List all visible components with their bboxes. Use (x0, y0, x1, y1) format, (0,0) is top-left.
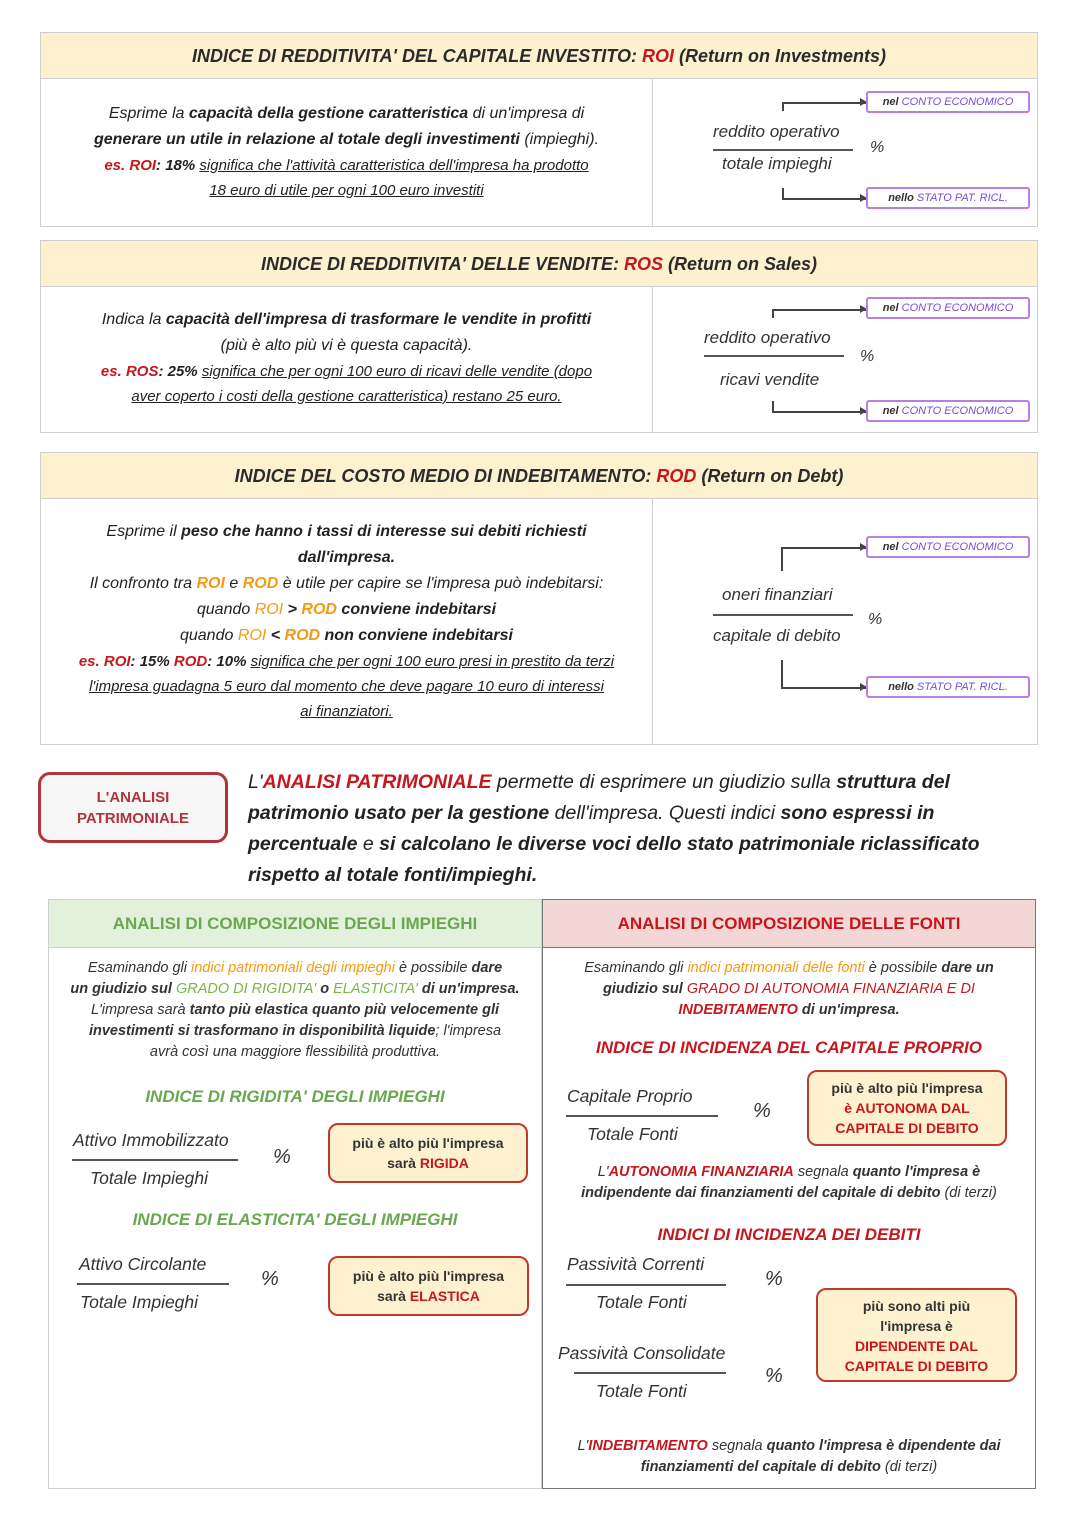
roi-header (41, 33, 1037, 79)
ros-example: es. ROS: 25% significa che per ogni 100 euro di ricavi delle vendite (dopo aver coperto i costi della gestione caratteristica) restano 25 euro. (100, 363, 593, 405)
capitale-proprio-fraction-line (566, 1115, 718, 1117)
passivita-correnti-percent: % (765, 1268, 783, 1290)
rod-description: Esprime il peso che hanno i tassi di interesse sui debiti richiesti dall'impresa. Il confronto tra ROI e ROD è utile per capire se l'impresa può indebitarsi: quando ROI > ROD conviene indebitarsi quando ROI < ROD non conviene indebitarsi (89, 523, 604, 644)
rigidita-numerator: Attivo Immobilizzato (73, 1130, 229, 1150)
passivita-correnti-numerator: Passività Correnti (567, 1254, 705, 1274)
ros-denominator: ricavi vendite (720, 370, 820, 389)
roi-tag-stato-pat: nello STATO PAT. RICL. (866, 187, 1030, 209)
roi-fraction-line (713, 149, 853, 151)
analisi-patrimoniale-label: L'ANALISI PATRIMONIALE (38, 772, 228, 843)
fonti-title: ANALISI DI COMPOSIZIONE DELLE FONTI (543, 900, 1035, 948)
rigidita-percent: % (273, 1146, 291, 1168)
analisi-patrimoniale-paragraph: L'ANALISI PATRIMONIALE permette di esprimere un giudizio sulla struttura del patrimonio usato per la gestione dell'impresa. Questi indici sono espressi in percentuale e si calcolano le diverse voci dello stato patrimoniale riclassificato rispetto al totale fonti/impieghi. (248, 771, 980, 886)
roi-acronym: ROI (641, 46, 674, 66)
rod-connector (781, 660, 783, 688)
roi-arrow-top (782, 102, 866, 104)
ros-acronym: ROS (623, 254, 663, 274)
roi-title-en: (Return on Investments) (673, 46, 887, 66)
elasticita-denominator: Totale Impieghi (80, 1292, 199, 1312)
rod-arrow-bottom (781, 687, 866, 689)
fonti-intro: Esaminando gli indici patrimoniali delle fonti è possibile dare un giudizio sul GRADO DI AUTONOMIA FINANZIARIA E DI INDEBITAMENTO di un'impresa. (584, 960, 994, 1018)
debiti-note: più sono alti più l'impresa è DIPENDENTE DAL CAPITALE DI DEBITO (816, 1288, 1017, 1382)
passivita-consolidate-percent: % (765, 1365, 783, 1387)
elasticita-title: INDICE DI ELASTICITA' DEGLI IMPIEGHI (132, 1210, 458, 1229)
rod-example: es. ROI: 15% ROD: 10% significa che per ogni 100 euro presi in prestito da terzi l'impresa guadagna 5 euro dal momento che deve pagare 10 euro di interessi ai finanziatori. (78, 653, 615, 720)
rod-tag-conto-economico: nel CONTO ECONOMICO (866, 536, 1030, 558)
rod-description-cell (41, 499, 653, 744)
roi-denominator: totale impieghi (722, 154, 832, 173)
rigidita-fraction-line (72, 1159, 238, 1161)
elasticita-numerator: Attivo Circolante (79, 1254, 207, 1274)
passivita-consolidate-fraction-line (574, 1372, 726, 1374)
rigidita-denominator: Totale Impieghi (90, 1168, 209, 1188)
autonomia-note: L'AUTONOMIA FINANZIARIA segnala quanto l'impresa è indipendente dai finanziamenti del capitale di debito (di terzi) (581, 1164, 997, 1201)
capitale-proprio-note: più è alto più l'impresa è AUTONOMA DAL CAPITALE DI DEBITO (807, 1070, 1007, 1146)
roi-example: es. ROI: 18% significa che l'attività caratteristica dell'impresa ha prodotto 18 euro di utile per ogni 100 euro investiti (104, 157, 589, 199)
passivita-correnti-denominator: Totale Fonti (596, 1292, 687, 1312)
rigidita-title: INDICE DI RIGIDITA' DEGLI IMPIEGHI (145, 1087, 445, 1106)
rod-title: INDICE DEL COSTO MEDIO DI INDEBITAMENTO: (234, 466, 657, 486)
debiti-title: INDICI DI INCIDENZA DEI DEBITI (657, 1225, 921, 1244)
elasticita-note: più è alto più l'impresa sarà ELASTICA (328, 1256, 529, 1316)
ros-title-en: (Return on Sales) (662, 254, 817, 274)
passivita-consolidate-numerator: Passività Consolidate (558, 1343, 726, 1363)
capitale-proprio-denominator: Totale Fonti (587, 1124, 678, 1144)
ros-fraction-line (704, 355, 844, 357)
rod-section (40, 452, 1038, 745)
rod-fraction-line (713, 614, 853, 616)
roi-numerator: reddito operativo (713, 122, 840, 141)
roi-description-cell (41, 79, 653, 226)
ros-arrow-bottom (772, 411, 866, 413)
rod-connector (781, 547, 783, 571)
ros-numerator: reddito operativo (704, 328, 831, 347)
capitale-proprio-title: INDICE DI INCIDENZA DEL CAPITALE PROPRIO (596, 1038, 982, 1057)
rod-acronym: ROD (656, 466, 697, 486)
rod-header (41, 453, 1037, 499)
rod-percent: % (868, 611, 883, 628)
rigidita-note: più è alto più l'impresa sarà RIGIDA (328, 1123, 528, 1183)
roi-arrow-bottom (782, 198, 866, 200)
ros-arrow-top (772, 309, 866, 311)
elasticita-fraction-line (77, 1283, 229, 1285)
ros-title: INDICE DI REDDITIVITA' DELLE VENDITE: (260, 254, 624, 274)
impieghi-title: ANALISI DI COMPOSIZIONE DEGLI IMPIEGHI (49, 900, 541, 948)
roi-tag-conto-economico: nel CONTO ECONOMICO (866, 91, 1030, 113)
roi-percent: % (870, 139, 885, 156)
ros-tag-conto-economico-top: nel CONTO ECONOMICO (866, 297, 1030, 319)
rod-title-en: (Return on Debt) (696, 466, 844, 486)
impieghi-panel (48, 899, 542, 1489)
impieghi-intro: Esaminando gli indici patrimoniali degli impieghi è possibile dare un giudizio sul GRADO DI RIGIDITA' o ELASTICITA' di un'impresa. L'impresa sarà tanto più elastica quanto più velocemente gli investimenti si trasformano in disponibilità liquide; l'impresa avrà così una maggiore flessibilità produttiva. (70, 960, 520, 1060)
passivita-consolidate-denominator: Totale Fonti (596, 1381, 687, 1401)
ros-percent: % (860, 348, 875, 365)
rod-denominator: capitale di debito (713, 626, 841, 645)
ros-description: Indica la capacità dell'impresa di trasformare le vendite in profitti (più è alto più vi è questa capacità). (101, 311, 592, 354)
rod-arrow-top (781, 547, 866, 549)
capitale-proprio-percent: % (753, 1100, 771, 1122)
rod-numerator: oneri finanziari (722, 585, 833, 604)
indebitamento-note: L'INDEBITAMENTO segnala quanto l'impresa è dipendente dai finanziamenti del capitale di debito (di terzi) (577, 1438, 1001, 1475)
passivita-correnti-fraction-line (566, 1284, 726, 1286)
ros-description-cell (41, 287, 653, 432)
ros-tag-conto-economico-bottom: nel CONTO ECONOMICO (866, 400, 1030, 422)
rod-tag-stato-pat: nello STATO PAT. RICL. (866, 676, 1030, 698)
roi-title: INDICE DI REDDITIVITA' DEL CAPITALE INVESTITO: (191, 46, 642, 66)
roi-description: Esprime la capacità della gestione caratteristica di un'impresa di generare un utile in relazione al totale degli investimenti (impieghi). (93, 105, 600, 148)
ros-header (41, 241, 1037, 287)
elasticita-percent: % (261, 1268, 279, 1290)
capitale-proprio-numerator: Capitale Proprio (567, 1086, 693, 1106)
